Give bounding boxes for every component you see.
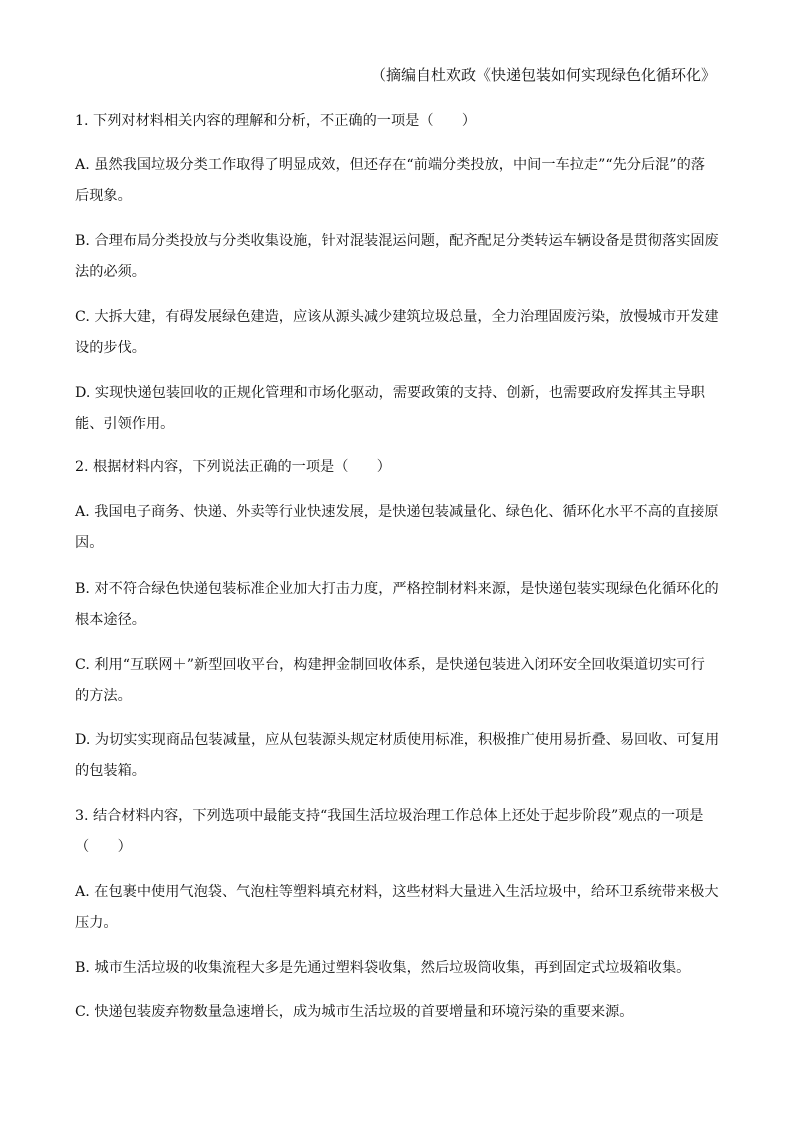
option-line: 的方法。 <box>75 688 132 704</box>
option-line: B. 合理布局分类投放与分类收集设施，针对混装混运问题，配齐配足分类转运车辆设备是贯彻落实固废 <box>75 233 719 249</box>
question-1-option-a <box>75 150 719 212</box>
question-2-option-d <box>75 725 719 787</box>
question-2-stem <box>75 452 719 483</box>
option-line: C. 快递包装废弃物数量急速增长，成为城市生活垃圾的首要增量和环境污染的重要来源。 <box>75 1004 634 1020</box>
option-line: 能、引领作用。 <box>75 416 175 432</box>
option-line: 根本途径。 <box>75 612 146 628</box>
option-line: A. 我国电子商务、快递、外卖等行业快速发展，是快递包装减量化、绿色化、循环化水平不高的直接原 <box>75 504 719 520</box>
question-stem-line: 3. 结合材料内容，下列选项中最能支持“我国生活垃圾治理工作总体上还处于起步阶段”观点的一项是 <box>75 808 704 824</box>
option-line: 设的步伐。 <box>75 340 146 356</box>
question-stem-line: （ ） <box>75 839 132 855</box>
question-3-option-a <box>75 877 719 939</box>
option-line: 后现象。 <box>75 188 132 204</box>
question-stem-line: 1. 下列对材料相关内容的理解和分析，不正确的一项是（ ） <box>75 113 477 129</box>
question-1-option-d <box>75 378 719 440</box>
option-line: 因。 <box>75 535 104 551</box>
option-line: D. 为切实实现商品包装减量，应从包装源头规定材质使用标准，积极推广使用易折叠、易回收、可复用 <box>75 732 720 748</box>
question-1-option-c <box>75 302 719 364</box>
option-line: 法的必须。 <box>75 264 146 280</box>
option-line: 的包装箱。 <box>75 763 146 779</box>
question-1-stem <box>75 106 719 137</box>
question-1-option-b <box>75 226 719 288</box>
option-line: 压力。 <box>75 915 118 931</box>
option-line: C. 利用“互联网＋”新型回收平台，构建押金制回收体系，是快递包装进入闭环安全回收渠道切实可行 <box>75 657 705 673</box>
option-line: D. 实现快递包装回收的正规化管理和市场化驱动，需要政策的支持、创新，也需要政府发挥其主导职 <box>75 385 705 401</box>
question-3-stem <box>75 801 719 863</box>
option-line: C. 大拆大建，有碍发展绿色建造，应该从源头减少建筑垃圾总量，全力治理固废污染，放慢城市开发建 <box>75 309 719 325</box>
question-2-option-c <box>75 650 719 712</box>
question-2-option-a <box>75 497 719 559</box>
option-line: B. 对不符合绿色快递包装标准企业加大打击力度，严格控制材料来源，是快递包装实现绿色化循环化的 <box>75 581 719 597</box>
question-3-option-c <box>75 997 719 1028</box>
question-3-option-b <box>75 953 719 984</box>
source-citation: （摘编自杜欢政《快递包装如何实现绿色化循环化》 <box>370 66 716 84</box>
question-stem-line: 2. 根据材料内容，下列说法正确的一项是（ ） <box>75 459 391 475</box>
option-line: B. 城市生活垃圾的收集流程大多是先通过塑料袋收集，然后垃圾筒收集，再到固定式垃圾箱收集。 <box>75 960 691 976</box>
option-line: A. 虽然我国垃圾分类工作取得了明显成效，但还存在“前端分类投放，中间一车拉走”“先分后混”的落 <box>75 157 705 173</box>
question-2-option-b <box>75 574 719 636</box>
option-line: A. 在包裹中使用气泡袋、气泡柱等塑料填充材料，这些材料大量进入生活垃圾中，给环卫系统带来极大 <box>75 884 719 900</box>
